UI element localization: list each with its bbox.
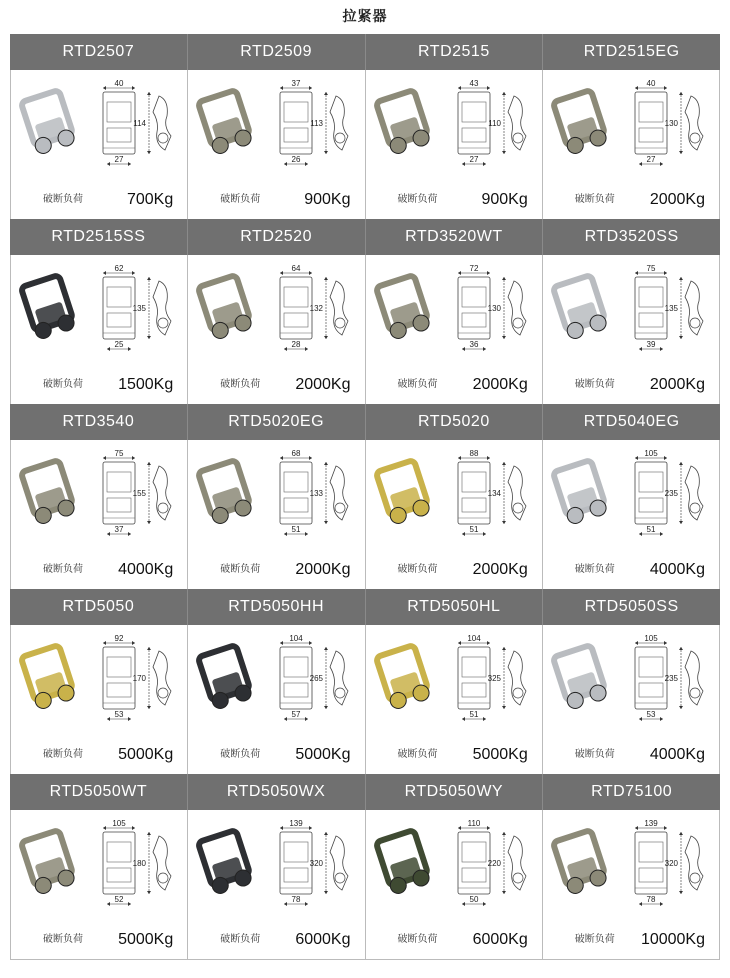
ratchet-photo xyxy=(15,824,87,904)
model-name: RTD2515SS xyxy=(10,219,188,255)
dimension-drawing xyxy=(444,448,540,548)
breaking-load-value: 2000Kg xyxy=(295,376,351,393)
width-dimension: 37 xyxy=(291,79,301,88)
ratchet-photo xyxy=(370,84,442,164)
breaking-load-value: 700Kg xyxy=(126,191,174,208)
base-dimension: 37 xyxy=(114,525,124,534)
width-dimension: 75 xyxy=(646,264,656,273)
ratchet-photo xyxy=(192,639,264,719)
base-dimension: 52 xyxy=(114,895,124,904)
product-cell[interactable] xyxy=(10,440,188,589)
dimension-drawing xyxy=(89,633,185,733)
base-dimension: 51 xyxy=(469,525,478,534)
dimension-drawing xyxy=(266,78,362,178)
model-name: RTD75100 xyxy=(591,783,673,800)
height-dimension: 180 xyxy=(132,859,146,868)
product-row xyxy=(10,404,720,589)
row-header xyxy=(10,34,720,70)
ratchet-photo xyxy=(15,639,87,719)
base-dimension: 78 xyxy=(291,895,301,904)
breaking-load-label: 破断负荷 xyxy=(43,934,83,945)
base-dimension: 26 xyxy=(291,155,301,164)
product-row xyxy=(10,219,720,404)
breaking-load-value: 900Kg xyxy=(481,191,528,208)
product-cell[interactable] xyxy=(10,70,188,219)
width-dimension: 139 xyxy=(644,819,658,828)
ratchet-photo xyxy=(547,454,619,534)
base-dimension: 53 xyxy=(646,710,656,719)
breaking-load-value: 5000Kg xyxy=(118,746,174,763)
product-cell[interactable] xyxy=(188,810,365,959)
product-row xyxy=(10,589,720,774)
dimension-drawing xyxy=(621,263,717,363)
ratchet-photo xyxy=(192,824,264,904)
width-dimension: 64 xyxy=(291,264,301,273)
dimension-drawing xyxy=(266,633,362,733)
dimension-drawing xyxy=(89,818,185,918)
height-dimension: 132 xyxy=(309,304,324,313)
base-dimension: 78 xyxy=(646,895,656,904)
row-header xyxy=(10,404,720,440)
dimension-drawing xyxy=(621,633,717,733)
width-dimension: 105 xyxy=(644,449,658,458)
model-name: RTD2520 xyxy=(188,219,366,255)
height-dimension: 235 xyxy=(664,489,678,498)
base-dimension: 25 xyxy=(114,340,124,349)
height-dimension: 133 xyxy=(309,489,324,498)
row-body xyxy=(10,255,720,405)
breaking-load-label: 破断负荷 xyxy=(397,564,438,575)
breaking-load-value: 5000Kg xyxy=(472,746,528,763)
model-name: RTD2515 xyxy=(366,34,544,70)
breaking-load-label: 破断负荷 xyxy=(43,749,83,760)
breaking-load-value: 4000Kg xyxy=(118,561,174,578)
ratchet-photo xyxy=(547,84,619,164)
model-name: RTD2507 xyxy=(10,34,188,70)
breaking-load-label: 破断负荷 xyxy=(574,194,615,205)
product-cell[interactable] xyxy=(188,255,365,404)
product-cell[interactable] xyxy=(543,255,720,404)
width-dimension: 62 xyxy=(114,264,124,273)
dimension-drawing xyxy=(266,263,362,363)
ratchet-photo xyxy=(547,639,619,719)
dimension-drawing xyxy=(621,448,717,548)
breaking-load-value: 4000Kg xyxy=(649,561,705,578)
breaking-load-value: 2000Kg xyxy=(649,376,705,393)
model-name: RTD5050HL xyxy=(366,589,544,625)
row-header xyxy=(10,774,720,810)
breaking-load-label: 破断负荷 xyxy=(574,564,615,575)
height-dimension: 130 xyxy=(664,119,678,128)
breaking-load-value: 2000Kg xyxy=(472,561,528,578)
product-cell[interactable] xyxy=(543,810,720,959)
width-dimension: 104 xyxy=(289,634,303,643)
base-dimension: 28 xyxy=(291,340,301,349)
breaking-load-label: 破断负荷 xyxy=(397,194,438,205)
breaking-load-label: 破断负荷 xyxy=(220,749,261,760)
height-dimension: 320 xyxy=(664,859,678,868)
height-dimension: 155 xyxy=(132,489,146,498)
product-cell[interactable] xyxy=(10,810,188,959)
width-dimension: 68 xyxy=(291,449,301,458)
dimension-drawing xyxy=(89,448,185,548)
product-cell[interactable] xyxy=(366,440,543,589)
ratchet-photo xyxy=(370,824,442,904)
model-name: RTD5050SS xyxy=(584,598,679,615)
base-dimension: 27 xyxy=(469,155,478,164)
breaking-load-value: 900Kg xyxy=(304,191,351,208)
row-body xyxy=(10,440,720,590)
width-dimension: 110 xyxy=(467,819,480,828)
model-name: RTD5050WX xyxy=(188,774,366,810)
width-dimension: 105 xyxy=(644,634,658,643)
row-body xyxy=(10,810,720,960)
model-name: RTD5040EG xyxy=(583,413,680,430)
width-dimension: 72 xyxy=(469,264,478,273)
width-dimension: 105 xyxy=(112,819,126,828)
product-cell[interactable] xyxy=(543,625,720,774)
model-name: RTD3540 xyxy=(10,404,188,440)
dimension-drawing xyxy=(89,263,185,363)
base-dimension: 51 xyxy=(469,710,478,719)
product-cell[interactable] xyxy=(188,440,365,589)
dimension-drawing xyxy=(444,633,540,733)
width-dimension: 88 xyxy=(469,449,478,458)
height-dimension: 325 xyxy=(487,674,501,683)
breaking-load-value: 6000Kg xyxy=(472,931,528,948)
model-name: RTD5020 xyxy=(366,404,544,440)
ratchet-photo xyxy=(370,639,442,719)
width-dimension: 40 xyxy=(646,79,656,88)
base-dimension: 27 xyxy=(646,155,656,164)
ratchet-photo xyxy=(192,454,264,534)
breaking-load-label: 破断负荷 xyxy=(397,934,438,945)
base-dimension: 50 xyxy=(469,895,478,904)
breaking-load-value: 2000Kg xyxy=(295,561,351,578)
model-name: RTD5050WT xyxy=(10,774,188,810)
breaking-load-label: 破断负荷 xyxy=(220,564,261,575)
row-body xyxy=(10,625,720,775)
breaking-load-label: 破断负荷 xyxy=(43,564,83,575)
height-dimension: 220 xyxy=(487,859,501,868)
breaking-load-label: 破断负荷 xyxy=(220,194,261,205)
breaking-load-value: 4000Kg xyxy=(649,746,705,763)
height-dimension: 110 xyxy=(487,119,501,128)
height-dimension: 170 xyxy=(132,674,146,683)
model-name: RTD2515EG xyxy=(583,43,680,60)
breaking-load-value: 10000Kg xyxy=(640,931,705,948)
breaking-load-value: 2000Kg xyxy=(472,376,528,393)
height-dimension: 130 xyxy=(487,304,501,313)
product-cell[interactable] xyxy=(543,70,720,219)
model-name: RTD3520SS xyxy=(584,228,679,245)
dimension-drawing xyxy=(621,818,717,918)
breaking-load-value: 1500Kg xyxy=(118,376,174,393)
height-dimension: 135 xyxy=(132,304,146,313)
product-grid xyxy=(10,34,720,959)
base-dimension: 36 xyxy=(469,340,478,349)
product-cell[interactable] xyxy=(366,625,543,774)
row-header xyxy=(10,589,720,625)
height-dimension: 134 xyxy=(487,489,501,498)
dimension-drawing xyxy=(266,448,362,548)
product-row xyxy=(10,34,720,219)
height-dimension: 113 xyxy=(310,119,324,128)
breaking-load-label: 破断负荷 xyxy=(43,379,83,390)
breaking-load-value: 2000Kg xyxy=(649,191,705,208)
breaking-load-label: 破断负荷 xyxy=(43,194,83,205)
dimension-drawing xyxy=(444,818,540,918)
width-dimension: 43 xyxy=(469,79,478,88)
breaking-load-value: 5000Kg xyxy=(295,746,351,763)
ratchet-photo xyxy=(547,824,619,904)
base-dimension: 51 xyxy=(291,525,301,534)
ratchet-photo xyxy=(192,84,264,164)
ratchet-photo xyxy=(370,454,442,534)
width-dimension: 92 xyxy=(114,634,124,643)
ratchet-photo xyxy=(192,269,264,349)
dimension-drawing xyxy=(621,78,717,178)
breaking-load-label: 破断负荷 xyxy=(397,749,438,760)
base-dimension: 51 xyxy=(646,525,656,534)
base-dimension: 27 xyxy=(114,155,124,164)
model-name: RTD5050 xyxy=(10,589,188,625)
product-cell[interactable] xyxy=(10,625,188,774)
ratchet-photo xyxy=(15,454,87,534)
width-dimension: 40 xyxy=(114,79,124,88)
breaking-load-label: 破断负荷 xyxy=(574,749,615,760)
height-dimension: 235 xyxy=(664,674,678,683)
model-name: RTD5020EG xyxy=(188,404,366,440)
ratchet-photo xyxy=(370,269,442,349)
row-body xyxy=(10,70,720,220)
width-dimension: 75 xyxy=(114,449,124,458)
base-dimension: 57 xyxy=(291,710,301,719)
product-cell[interactable] xyxy=(10,255,188,404)
breaking-load-label: 破断负荷 xyxy=(220,934,261,945)
dimension-drawing xyxy=(266,818,362,918)
height-dimension: 265 xyxy=(309,674,324,683)
product-cell[interactable] xyxy=(188,70,365,219)
breaking-load-label: 破断负荷 xyxy=(220,379,261,390)
breaking-load-label: 破断负荷 xyxy=(397,379,438,390)
model-name: RTD2509 xyxy=(188,34,366,70)
row-header xyxy=(10,219,720,255)
height-dimension: 135 xyxy=(664,304,678,313)
model-name: RTD5050WY xyxy=(366,774,544,810)
base-dimension: 53 xyxy=(114,710,124,719)
base-dimension: 39 xyxy=(646,340,656,349)
product-row xyxy=(10,774,720,959)
ratchet-photo xyxy=(15,269,87,349)
model-name: RTD5050HH xyxy=(188,589,366,625)
product-cell[interactable] xyxy=(366,70,543,219)
breaking-load-label: 破断负荷 xyxy=(574,934,615,945)
product-cell[interactable] xyxy=(188,625,365,774)
ratchet-photo xyxy=(15,84,87,164)
product-cell[interactable] xyxy=(366,255,543,404)
breaking-load-label: 破断负荷 xyxy=(574,379,615,390)
height-dimension: 114 xyxy=(133,119,146,128)
width-dimension: 104 xyxy=(466,634,481,643)
breaking-load-value: 5000Kg xyxy=(118,931,174,948)
dimension-drawing xyxy=(89,78,185,178)
breaking-load-value: 6000Kg xyxy=(295,931,351,948)
ratchet-photo xyxy=(547,269,619,349)
dimension-drawing xyxy=(444,78,540,178)
page-title: 拉紧器 xyxy=(342,9,388,25)
width-dimension: 139 xyxy=(289,819,303,828)
height-dimension: 320 xyxy=(309,859,324,868)
product-cell[interactable] xyxy=(366,810,543,959)
model-name: RTD3520WT xyxy=(366,219,544,255)
dimension-drawing xyxy=(444,263,540,363)
product-cell[interactable] xyxy=(543,440,720,589)
